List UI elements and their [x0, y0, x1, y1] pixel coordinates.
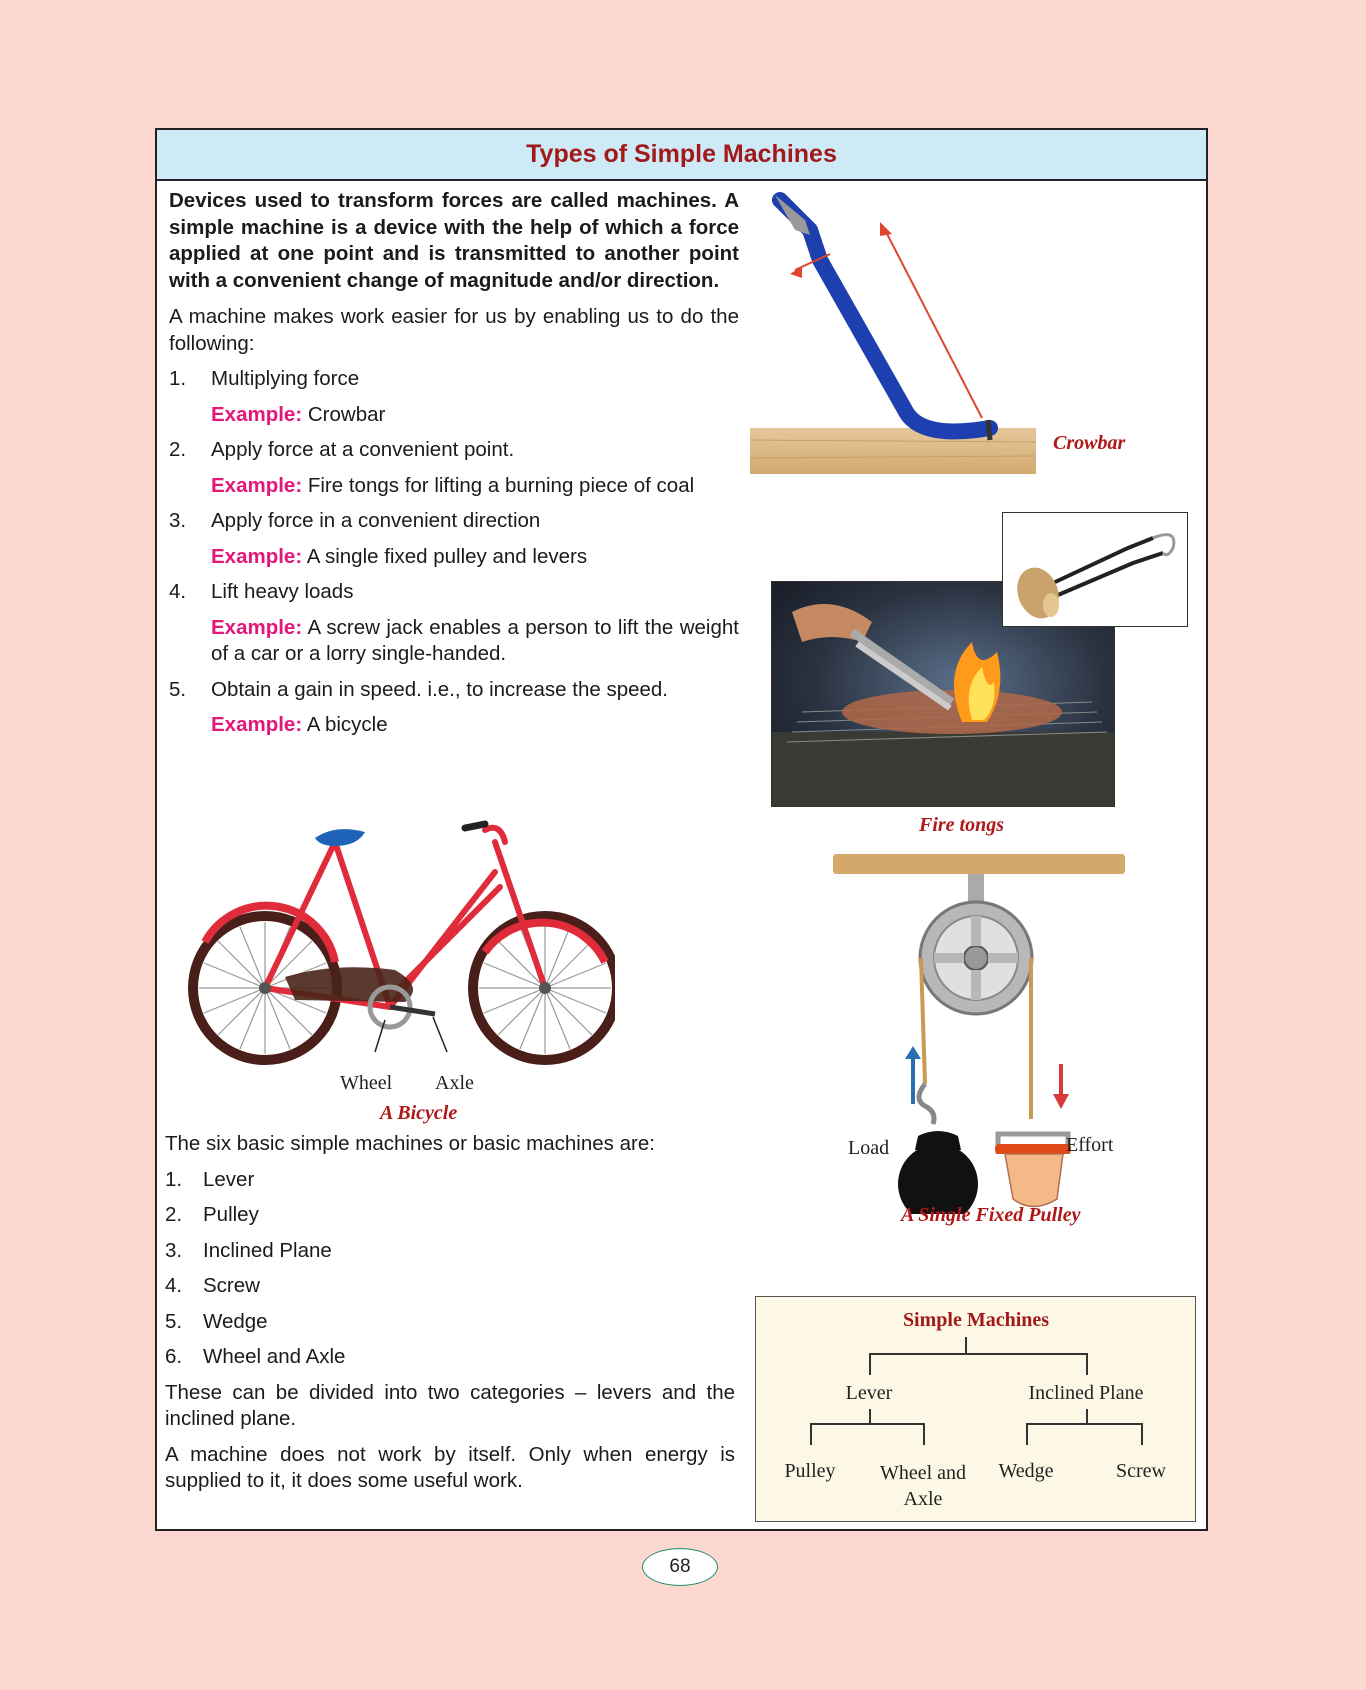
use-example-5: Example: A bicycle: [211, 713, 388, 736]
tree-inclined-plane: Inclined Plane: [1028, 1382, 1144, 1404]
machine-item-3: 3. Inclined Plane: [165, 1238, 332, 1262]
ceiling-beam: [833, 854, 1125, 874]
machine-item-4: 4. Screw: [165, 1274, 260, 1297]
use-example-3: Example: A single fixed pulley and levers: [211, 544, 588, 568]
use-item-2: 2. Apply force at a convenient point.: [169, 438, 515, 461]
left-column-top: [169, 188, 739, 739]
machine-item-5: 5. Wedge: [165, 1309, 268, 1333]
bicycle-seat: [315, 829, 365, 846]
page-number: 68: [642, 1548, 718, 1586]
bicycle-axle-label: Axle: [435, 1072, 474, 1094]
hook: [919, 1084, 934, 1124]
use-item-3: 3. Apply force in a convenient direction: [169, 509, 541, 532]
tree-wheel-and-axle: Wheel and Axle: [879, 1462, 967, 1510]
use-example-1: Example: Crowbar: [211, 402, 386, 426]
intro-paragraph: A machine makes work easier for us by enabling us to do the following:: [169, 305, 739, 355]
tree-screw: Screw: [1116, 1460, 1166, 1482]
use-item-1: 1. Multiplying force: [169, 367, 360, 390]
hand-effort: [1005, 1154, 1063, 1207]
categories-paragraph: These can be divided into two categories – levers and the inclined plane.: [165, 1380, 735, 1430]
intro-definition: Devices used to transform forces are called machines. A simple machine is a device with the help of which a force applied at one point and is transmitted to another point with a convenient change of magnitude and/or direction.: [169, 189, 739, 292]
pulley-load-label: Load: [848, 1137, 890, 1159]
section-title: Types of Simple Machines: [157, 130, 1206, 181]
bicycle-wheel-label: Wheel: [340, 1072, 393, 1094]
tree-pulley: Pulley: [784, 1460, 836, 1482]
pulley-illustration: [833, 854, 1133, 1214]
machine-item-2: 2. Pulley: [165, 1203, 259, 1226]
pulley-effort-label: Effort: [1066, 1134, 1114, 1156]
tree-lever: Lever: [845, 1382, 893, 1404]
crowbar-caption: Crowbar: [1053, 432, 1126, 454]
use-example-4: Example: A screw jack enables a person to lift the weight of a car or a lorry single-handed.: [211, 615, 739, 665]
bicycle-caption: A Bicycle: [380, 1102, 458, 1124]
fire-tongs-caption: Fire tongs: [919, 814, 1005, 836]
machine-item-6: 6. Wheel and Axle: [165, 1345, 346, 1368]
pulley-caption: A Single Fixed Pulley: [901, 1204, 1081, 1226]
use-item-5: 5. Obtain a gain in speed. i.e., to increase the speed.: [169, 677, 668, 701]
six-machines-intro: The six basic simple machines or basic machines are:: [165, 1132, 655, 1155]
bicycle-illustration: [185, 812, 615, 1072]
axle-pointer: [433, 1017, 447, 1052]
tree-wedge: Wedge: [998, 1460, 1054, 1482]
simple-machines-tree: [755, 1296, 1196, 1522]
left-column-bottom: [165, 1131, 735, 1495]
crowbar-illustration: [750, 190, 1040, 480]
chain-guard: [285, 967, 413, 1002]
tongs-inset: [1002, 512, 1188, 627]
use-example-2: Example: Fire tongs for lifting a burning piece of coal: [211, 473, 695, 497]
machine-item-1: 1. Lever: [165, 1167, 255, 1191]
use-item-4: 4. Lift heavy loads: [169, 580, 354, 603]
tree-root: Simple Machines: [902, 1309, 1050, 1331]
energy-paragraph: A machine does not work by itself. Only when energy is supplied to it, it does some useful work.: [165, 1442, 735, 1492]
